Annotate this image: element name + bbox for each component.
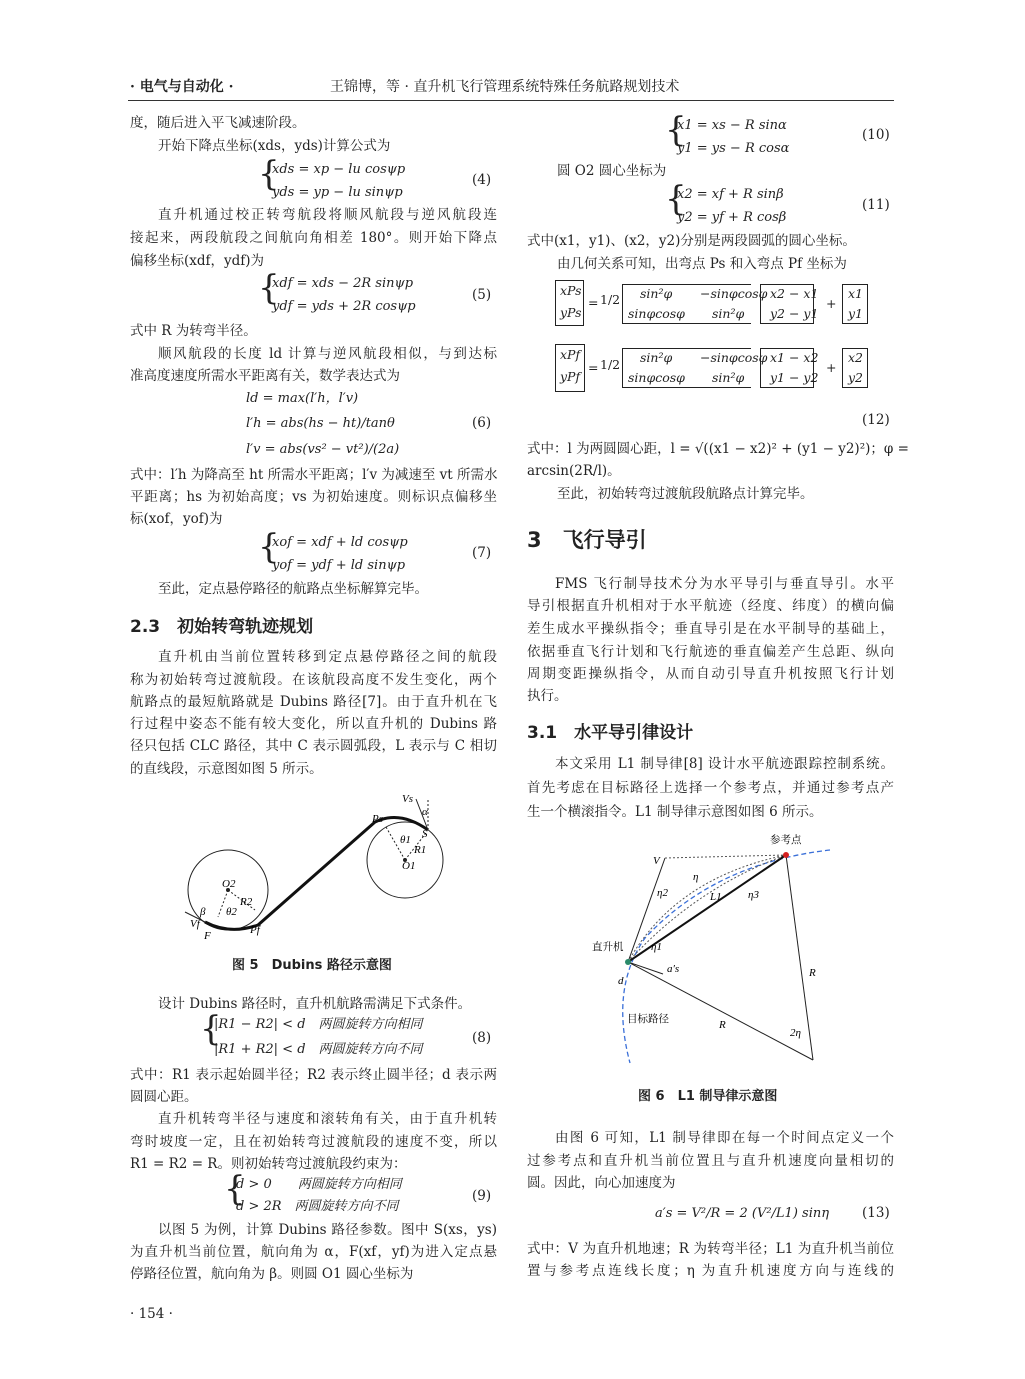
acceleration-vector <box>628 962 663 974</box>
equation-number: (10) <box>862 127 890 143</box>
paragraph-line: 度，随后进入平飞减速阶段。 <box>130 115 306 131</box>
label-reference-point: 参考点 <box>770 834 802 846</box>
paragraph-line: 执行。 <box>527 688 568 704</box>
paragraph-line: 准高度速度所需水平距离有关，数学表达式为 <box>130 368 400 384</box>
label-pf: Pf <box>250 924 260 936</box>
paragraph-line: 依据垂直飞行计划和飞行航迹的垂直偏差产生总距、纵向 <box>527 644 894 660</box>
paragraph-line: arcsin(2R/l)。 <box>527 463 621 479</box>
figure-6-l1-guidance-diagram <box>585 828 855 1078</box>
label-f: F <box>204 930 211 942</box>
equation-number: (9) <box>472 1188 492 1204</box>
label-r2: R2 <box>240 896 253 908</box>
section-heading-3-1: 3.1 水平导引律设计 <box>527 723 694 743</box>
paragraph-line: 由几何关系可知，出弯点 Ps 和入弯点 Pf 坐标为 <box>557 256 847 272</box>
paragraph-line: 式中：R1 表示起始圆半径；R2 表示终止圆半径；d 表示两 <box>130 1067 497 1083</box>
paragraph-line: 由图 6 可知，L1 制导律即在每一个时间点定义一个 <box>555 1130 894 1146</box>
paragraph-line: 径只包括 CLC 路径，其中 C 表示圆弧段，L 表示与 C 相切 <box>130 738 497 754</box>
paragraph-line: 行过程中姿态不能有较大变化，所以直升机的 Dubins 路 <box>130 716 497 732</box>
radius-line-bottom <box>628 962 813 1060</box>
paragraph-line: 偏移坐标(xdf，ydf)为 <box>130 253 265 269</box>
paragraph-line: 航路点的最短航路就是 Dubins 路径[7]。由于直升机在飞 <box>130 694 497 710</box>
paragraph-line: 至此，定点悬停路径的航路点坐标解算完毕。 <box>158 581 428 597</box>
label-eta: η <box>693 871 699 883</box>
paragraph-line: 式中(x1，y1)、(x2，y2)分别是两段圆弧的圆心坐标。 <box>527 233 856 249</box>
paragraph-line: 平距离；hs 为初始高度；vs 为初始速度。则标识点偏移坐 <box>130 489 497 505</box>
equation-number: (7) <box>472 545 492 561</box>
label-ps: Ps <box>372 813 383 825</box>
paragraph-line: 直升机通过校正转弯航段将顺风航段与逆风航段连 <box>158 207 497 223</box>
paragraph-line: 置与参考点连线长度；η 为直升机速度方向与连线的 <box>527 1263 894 1279</box>
paragraph-line: 首先考虑在目标路径上选择一个参考点，并通过参考点产 <box>527 780 894 796</box>
paragraph-line: 差生成水平操纵指令；垂直导引是在水平制导的基础上， <box>527 621 894 637</box>
figure-5-dubins-diagram <box>170 785 460 945</box>
label-eta3: η3 <box>748 889 759 901</box>
paragraph-line: 直升机转弯半径与速度和滚转角有关，由于直升机转 <box>158 1111 497 1127</box>
paragraph-line: 式中：l′h 为降高至 ht 所需水平距离；l′v 为减速至 vt 所需水 <box>130 467 498 483</box>
paragraph-line: 圆。因此，向心加速度为 <box>527 1175 676 1191</box>
equation-number: (11) <box>862 197 890 213</box>
label-d: d <box>618 975 624 987</box>
equation-number: (5) <box>472 287 492 303</box>
paragraph-line: 生一个横滚指令。L1 制导律示意图如图 6 所示。 <box>527 804 823 820</box>
label-eta2: η2 <box>657 887 668 899</box>
paragraph-line: FMS 飞行制导技术分为水平导引与垂直导引。水平 <box>555 576 894 592</box>
paragraph-line: 式中：l 为两圆圆心距，l = √((x1 − x2)² + (y1 − y2)²)；φ = <box>527 441 909 457</box>
equation-number: (4) <box>472 172 492 188</box>
label-vs: Vs <box>402 793 413 805</box>
label-as: a′s <box>667 963 680 975</box>
paragraph-line: 顺风航段的长度 ld 计算与逆风航段相似，与到达标 <box>158 346 497 362</box>
paragraph-line: 停路径位置，航向角为 β。则圆 O1 圆心坐标为 <box>130 1266 414 1282</box>
label-l1: L1 <box>710 891 722 903</box>
reference-point <box>783 852 789 858</box>
paragraph-line: 本文采用 L1 制导律[8] 设计水平航迹跟踪控制系统。 <box>555 756 894 772</box>
dubins-path <box>205 818 428 930</box>
paragraph-line: 设计 Dubins 路径时，直升机航路需满足下式条件。 <box>158 996 472 1012</box>
label-eta1: η1 <box>651 941 662 953</box>
label-alpha: α <box>422 806 428 818</box>
section-heading-3: 3 飞行导引 <box>527 528 647 552</box>
paragraph-line: 式中 R 为转弯半径。 <box>130 323 257 339</box>
label-2eta: 2η <box>790 1027 801 1039</box>
label-v: V <box>653 855 660 867</box>
paragraph-line: 圆圆心距。 <box>130 1089 198 1105</box>
paragraph-line: 开始下降点坐标(xds，yds)计算公式为 <box>158 138 391 154</box>
equation-number: (8) <box>472 1030 492 1046</box>
paragraph-line: 导引根据直升机相对于水平航迹（经度、纬度）的横向偏 <box>527 598 894 614</box>
label-o1: O1 <box>402 860 416 872</box>
paragraph-line: R1 = R2 = R。则初始转弯过渡航段约束为： <box>130 1156 407 1172</box>
paragraph-line: 过参考点和直升机当前位置且与直升机速度向量相切的 <box>527 1153 894 1169</box>
paragraph-line: 为直升机当前位置，航向角为 α，F(xf，yf)为进入定点悬 <box>130 1244 497 1260</box>
label-r-bottom: R <box>719 1019 726 1031</box>
helicopter-point <box>625 959 631 965</box>
label-theta1: θ1 <box>400 834 411 846</box>
equation-number: (6) <box>472 415 492 431</box>
label-helicopter: 直升机 <box>592 941 624 953</box>
equation-13: a′s = V²/R = 2 (V²/L1) sinη <box>655 1206 830 1221</box>
paragraph-line: 周期变距操纵指令，从而自动引导直升机按照飞行计划 <box>527 666 894 682</box>
paragraph-line: 以图 5 为例，计算 Dubins 路径参数。图中 S(xs，ys) <box>158 1222 497 1238</box>
header-rule <box>128 100 894 101</box>
label-target-path: 目标路径 <box>627 1013 669 1025</box>
figure-5-caption: 图 5 Dubins 路径示意图 <box>232 958 392 973</box>
paragraph-line: 标(xof，yof)为 <box>130 511 223 527</box>
label-theta2: θ2 <box>226 906 237 918</box>
paragraph-line: 弯时坡度一定，且在初始转弯过渡航段的速度不变，所以 <box>130 1134 497 1150</box>
equation-number: (13) <box>862 1205 890 1221</box>
paragraph-line: 的直线段，示意图如图 5 所示。 <box>130 761 323 777</box>
label-beta: β <box>200 906 206 918</box>
journal-section: · 电气与自动化 · <box>130 79 234 95</box>
equation-number: (12) <box>862 412 890 428</box>
running-title: 王锦博，等 · 直升机飞行管理系统特殊任务航路规划技术 <box>330 79 680 95</box>
paragraph-line: 至此，初始转弯过渡航段航路点计算完毕。 <box>557 486 814 502</box>
figure-6-caption: 图 6 L1 制导律示意图 <box>638 1089 778 1104</box>
label-r-right: R <box>809 967 816 979</box>
label-vf: Vf <box>190 918 200 930</box>
section-heading-2-3: 2.3 初始转弯轨迹规划 <box>130 617 314 637</box>
paragraph-line: 圆 O2 圆心坐标为 <box>557 163 667 179</box>
label-o2: O2 <box>222 878 236 890</box>
paragraph-line: 称为初始转弯过渡航段。在该航段高度不发生变化，两个 <box>130 672 497 688</box>
paragraph-line: 直升机由当前位置转移到定点悬停路径之间的航段 <box>158 649 497 665</box>
paragraph-line: 接起来，两段航段之间航向角相差 180°。则开始下降点 <box>130 230 497 246</box>
page-number: · 154 · <box>130 1306 173 1322</box>
label-r1: R1 <box>414 844 427 856</box>
label-s: S <box>422 828 428 840</box>
paragraph-line: 式中：V 为直升机地速；R 为转弯半径；L1 为直升机当前位 <box>527 1241 894 1257</box>
